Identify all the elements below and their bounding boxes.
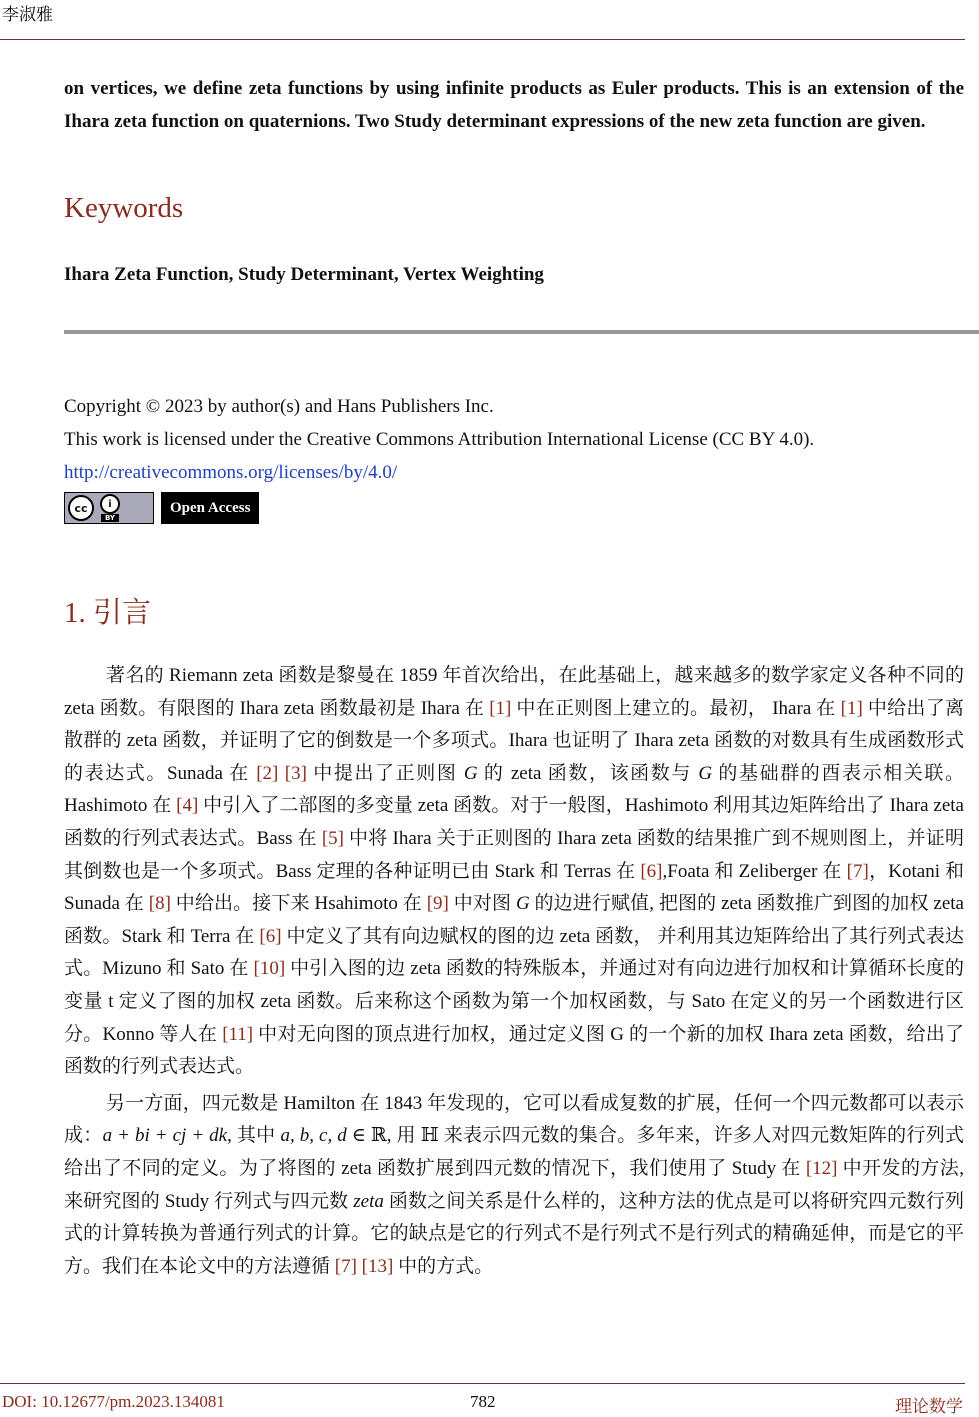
footer-journal: 理论数学 xyxy=(895,1397,963,1416)
keywords-text: Ihara Zeta Function, Study Determinant, Vertex Weighting xyxy=(64,264,544,285)
math-symbol: G xyxy=(463,762,478,784)
citation-link[interactable]: [7] xyxy=(334,1255,357,1277)
citation-link[interactable]: [3] xyxy=(284,762,307,784)
text-run: 中对图 xyxy=(448,893,516,915)
text-run: 中开发的方法, 来研究图的 Study 行列式与四元数 xyxy=(64,1157,964,1212)
text-run: 的基础群的酉表示相关联。Hashimoto 在 xyxy=(64,762,965,817)
license-line: This work is licensed under the Creative Commons Attribution International License (CC BY 4.0). xyxy=(64,429,815,450)
text-run: 中提出了正则图 xyxy=(306,762,464,784)
license-link[interactable]: http://creativecommons.org/licenses/by/4.0/ xyxy=(64,462,398,483)
cc-icon: cc xyxy=(68,495,94,521)
section-divider xyxy=(64,330,979,334)
header-divider xyxy=(0,39,965,40)
text-run: 中对无向图的顶点进行加权，通过定义图 G 的一个新的加权 Ihara zeta 函数，给出了函数的行列式表达式。 xyxy=(64,1023,964,1078)
citation-link[interactable]: [5] xyxy=(321,827,344,849)
text-run: 的 zeta 函数，该函数与 xyxy=(477,762,699,784)
citation-link[interactable]: [6] xyxy=(640,860,663,882)
text-run: , 其中 xyxy=(227,1125,281,1147)
open-access-badge: Open Access xyxy=(161,492,259,524)
citation-link[interactable]: [2] xyxy=(256,762,279,784)
text-run: 中给出。接下来 Hsahimoto 在 xyxy=(170,893,427,915)
text-run: 中在正则图上建立的。最初， Ihara 在 xyxy=(511,697,841,719)
text-run: ，Kotani 和 Sunada 在 xyxy=(64,860,965,915)
citation-link[interactable]: [10] xyxy=(253,958,286,980)
paragraph-2 xyxy=(64,1088,964,1284)
license-badges xyxy=(64,492,259,524)
citation-link[interactable]: [4] xyxy=(176,795,199,817)
citation-link[interactable]: [7] xyxy=(846,860,869,882)
text-run: 中的方式。 xyxy=(393,1255,494,1277)
text-run: 著名的 Riemann zeta 函数是黎曼在 1859 年首次给出，在此基础上，越来越多的数学家定义各种不同的 zeta 函数。有限图的 Ihara zeta 函数最初是 Ihara 在 xyxy=(64,665,964,719)
citation-link[interactable]: [12] xyxy=(805,1157,838,1179)
text-run: 另一方面，四元数是 Hamilton 在 1843 年发现的，它可以看成复数的扩展，任何一个四元数都可以表示成： xyxy=(64,1092,964,1147)
by-icon-block xyxy=(100,494,120,522)
citation-link[interactable]: [13] xyxy=(361,1255,394,1277)
math-symbol: zeta xyxy=(353,1190,384,1212)
cc-by-badge[interactable] xyxy=(64,492,154,524)
footer-divider xyxy=(0,1383,965,1384)
footer-page-number: 782 xyxy=(470,1392,496,1411)
abstract-text: on vertices, we define zeta functions by using infinite products as Euler products. This is an extension of the Ihara zeta function on quaternions. Two Study determinant expressions of the new zeta function are given. xyxy=(64,78,964,132)
text-run: 中定义了其有向边赋权的图的边 zeta 函数， 并利用其边矩阵给出了其行列式表达式。Mizuno 和 Sato 在 xyxy=(64,925,964,980)
citation-link[interactable]: [11] xyxy=(222,1023,254,1045)
attribution-icon: i xyxy=(100,494,120,514)
citation-link[interactable]: [1] xyxy=(489,697,512,719)
citation-link[interactable]: [6] xyxy=(259,925,282,947)
footer-doi[interactable]: DOI: 10.12677/pm.2023.134081 xyxy=(2,1392,225,1411)
text-run: 中引入了二部图的多变量 zeta 函数。对于一般图，Hashimoto 利用其边矩阵给出了 Ihara zeta 函数的行列式表达式。Bass 在 xyxy=(64,795,964,849)
copyright-line: Copyright © 2023 by author(s) and Hans Publishers Inc. xyxy=(64,396,494,417)
section-heading: 1. 引言 xyxy=(64,597,152,629)
running-header-author: 李淑雅 xyxy=(2,5,53,24)
text-run: 中引入图的边 zeta 函数的特殊版本，并通过对有向边进行加权和计算循环长度的变量 t 定义了图的加权 zeta 函数。后来称这个函数为第一个加权函数，与 Sato 在定义的另一个函数进行区分。Konno 等人在 xyxy=(64,958,964,1045)
text-run: ∈ ℝ, 用 ℍ 来表示四元数的集合。多年来，许多人对四元数矩阵的行列式给出了不同的定义。为了将图的 zeta 函数扩展到四元数的情况下，我们使用了 Study 在 xyxy=(64,1125,964,1179)
text-run: 的边进行赋值, 把图的 zeta 函数推广到图的加权 zeta 函数。Stark 和 Terra 在 xyxy=(64,893,964,947)
math-symbol: a + bi + cj + dk xyxy=(102,1125,228,1147)
citation-link[interactable]: [1] xyxy=(840,697,863,719)
math-symbol: a, b, c, d xyxy=(280,1125,347,1147)
paragraph-1 xyxy=(64,660,964,1084)
citation-link[interactable]: [8] xyxy=(148,893,171,915)
text-run: 中给出了离散群的 zeta 函数，并证明了它的倒数是一个多项式。Ihara 也证明了 Ihara zeta 函数的对数具有生成函数形式的表达式。Sunada 在 xyxy=(64,697,964,784)
text-run: 中将 Ihara 关于正则图的 Ihara zeta 函数的结果推广到不规则图上，并证明其倒数也是一个多项式。Bass 定理的各种证明已由 Stark 和 Terras 在 xyxy=(64,827,964,882)
section-body xyxy=(64,660,964,1287)
by-label: BY xyxy=(101,514,119,522)
keywords-heading: Keywords xyxy=(64,192,184,224)
text-run: ,Foata 和 Zeliberger 在 xyxy=(662,860,847,882)
citation-link[interactable]: [9] xyxy=(426,893,449,915)
text-run: 函数之间关系是什么样的，这种方法的优点是可以将研究四元数行列式的计算转换为普通行列式的计算。它的缺点是它的行列式不是行列式不是行列式的精确延伸，而是它的平方。我们在本论文中的方法遵循 xyxy=(64,1190,964,1277)
math-symbol: G xyxy=(515,893,530,915)
copyright-block xyxy=(64,390,814,489)
math-symbol: G xyxy=(698,762,713,784)
